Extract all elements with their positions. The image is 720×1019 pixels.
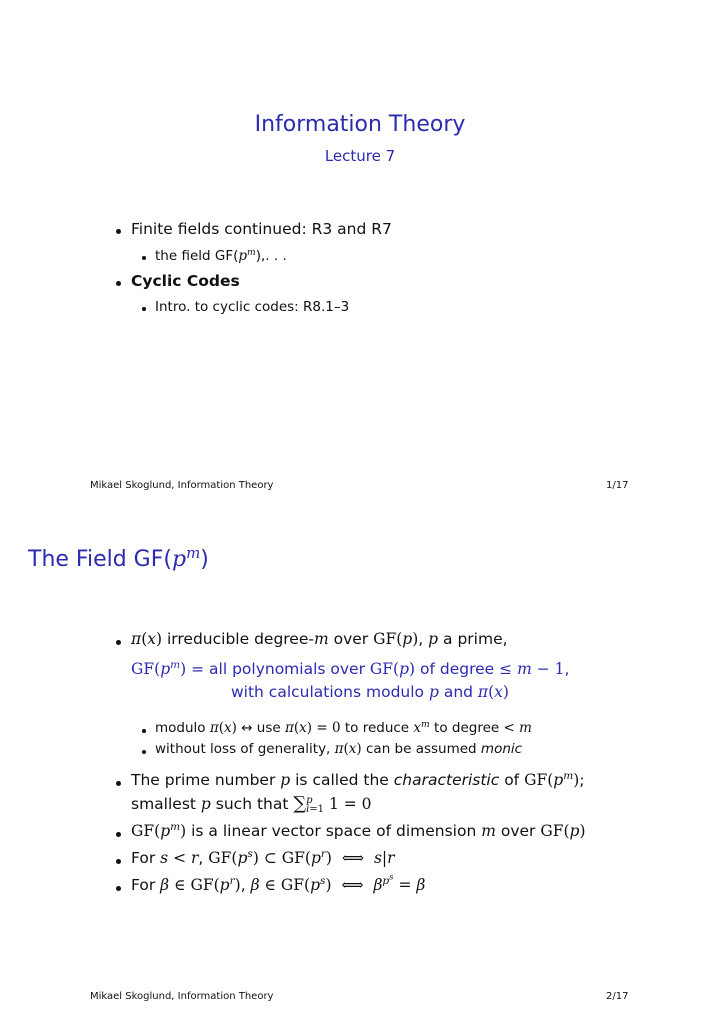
sub-bullet-dot <box>142 307 146 311</box>
frame-title: The Field $GF(p^m)$ <box>28 543 209 572</box>
sub-bullet-modulo: modulo π(x) ↔ use π(x) = 0 to reduce $x^m$ to degree < m <box>155 718 532 736</box>
slide-1 <box>0 0 720 509</box>
bullet-dot <box>116 640 121 645</box>
bullet-dot <box>116 886 121 891</box>
bullet-irreducible: π(x) irreducible degree-m over GF(p), p a prime, <box>131 630 508 648</box>
bullet-finite-fields: Finite fields continued: R3 and R7 <box>131 220 392 238</box>
slide-2 <box>0 510 720 1019</box>
sub-bullet-dot <box>142 729 146 733</box>
bullet-vector-space: $GF(p^m)$ is a linear vector space of dimension m over GF(p) <box>131 821 586 840</box>
footer-author: Mikael Skoglund, Information Theory <box>90 991 274 1002</box>
gf-definition-line1: $GF(p^m)$ = all polynomials over GF(p) of degree ≤ m − 1, <box>131 659 570 678</box>
bullet-dot <box>116 281 121 286</box>
footer-page: 1/17 <box>606 480 629 491</box>
bullet-beta: For β ∈ $GF(p^r)$, β ∈ $GF(p^s)$ ⟺ $\beta^{p^s} = \beta$ <box>131 871 426 894</box>
gf-definition-line2: with calculations modulo p and π(x) <box>231 683 509 701</box>
slide-subtitle: Lecture 7 <box>324 147 396 165</box>
sub-bullet-monic: without loss of generality, π(x) can be assumed monic <box>155 741 523 757</box>
slide-title: Information Theory <box>254 112 466 137</box>
characteristic-sum: smallest p such that ∑ p i=1 1 = 0 <box>131 793 372 815</box>
footer-author: Mikael Skoglund, Information Theory <box>90 480 274 491</box>
sub-bullet-dot <box>142 750 146 754</box>
bullet-cyclic-codes: Cyclic Codes <box>131 272 240 290</box>
bullet-dot <box>116 229 121 234</box>
bullet-subfield: For s < r, $GF(p^s)$ ⊂ $GF(p^r)$ ⟺ s|r <box>131 848 395 867</box>
sub-bullet-dot <box>142 256 146 260</box>
footer-page: 2/17 <box>606 991 629 1002</box>
sub-bullet-field-gf: the field $GF(p^m)$,. . . <box>155 246 287 264</box>
bullet-dot <box>116 859 121 864</box>
bullet-dot <box>116 781 121 786</box>
bullet-characteristic: The prime number p is called the characteristic of $GF(p^m)$; <box>131 770 585 789</box>
sub-bullet-intro-cyclic: Intro. to cyclic codes: R8.1–3 <box>155 299 350 315</box>
bullet-dot <box>116 832 121 837</box>
